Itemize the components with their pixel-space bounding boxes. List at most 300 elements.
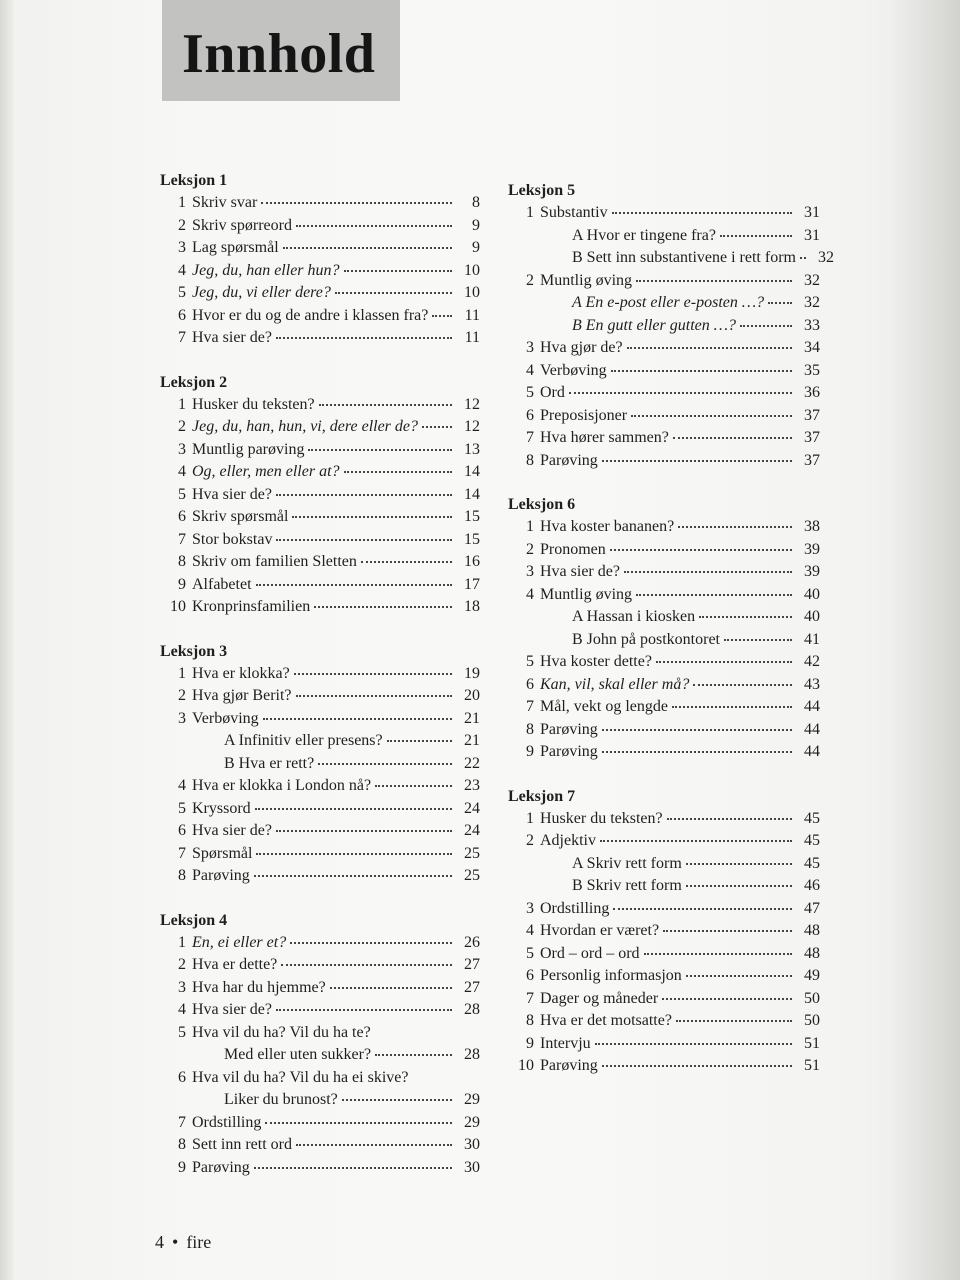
entry-page-number: 35 — [804, 361, 820, 379]
dot-leader — [387, 738, 452, 742]
entry-page-number: 25 — [464, 844, 480, 862]
entry-label: Verbøving — [540, 361, 607, 379]
toc-entry — [508, 1010, 820, 1033]
entry-page-number: 10 — [464, 284, 480, 301]
dot-leader — [292, 514, 452, 518]
entry-page-number: 25 — [464, 867, 480, 884]
entry-page-number: 21 — [464, 709, 480, 727]
entry-page-number: 24 — [464, 799, 480, 817]
dot-leader — [631, 413, 792, 417]
page-title: Innhold — [182, 23, 376, 85]
entry-number: 7 — [178, 530, 186, 548]
dot-leader — [720, 233, 792, 237]
entry-label: Lag spørsmål — [192, 239, 279, 256]
entry-label: Preposisjoner — [540, 406, 628, 424]
toc-entry — [160, 1157, 480, 1180]
toc-entry — [160, 775, 480, 798]
entry-label: En, ei eller et? — [192, 933, 287, 951]
dot-leader — [724, 637, 792, 641]
entry-label: Sett inn rett ord — [192, 1136, 292, 1153]
entry-number: 7 — [526, 429, 534, 446]
entry-label: Hva koster dette? — [540, 653, 652, 670]
entry-page-number: 44 — [804, 743, 820, 760]
entry-number: 7 — [178, 329, 186, 346]
entry-page-number: 13 — [464, 440, 480, 458]
toc-entry — [160, 529, 480, 552]
toc-entry — [508, 516, 820, 539]
toc-entry — [160, 932, 480, 955]
entry-page-number: 38 — [804, 518, 820, 535]
dot-leader — [344, 469, 452, 473]
toc-entry — [508, 853, 820, 876]
entry-label: Ord — [540, 384, 565, 401]
toc-entry — [160, 506, 480, 529]
dot-leader — [265, 1120, 452, 1124]
entry-page-number: 45 — [804, 832, 820, 849]
entry-page-number: 39 — [804, 563, 820, 580]
entry-page-number: 40 — [804, 608, 820, 625]
toc-entry — [508, 875, 820, 898]
footer-page-number: 4 — [155, 1232, 164, 1252]
dot-leader — [672, 704, 792, 708]
entry-page-number: 22 — [464, 754, 480, 772]
dot-leader — [602, 1063, 792, 1067]
dot-leader — [432, 313, 452, 317]
entry-label: Substantiv — [540, 204, 608, 221]
toc-entry — [508, 965, 820, 988]
entry-page-number: 28 — [464, 1001, 480, 1018]
dot-leader — [375, 1052, 452, 1056]
dot-leader — [613, 906, 792, 910]
entry-label: Jeg, du, han, hun, vi, dere eller de? — [192, 418, 419, 435]
toc-entry — [508, 225, 820, 248]
toc-entry — [160, 708, 480, 731]
entry-label: Hva sier de? — [192, 822, 272, 839]
entry-label: Verbøving — [192, 709, 259, 727]
toc-entry — [508, 719, 820, 742]
entry-page-number: 43 — [804, 675, 820, 693]
toc-entry — [508, 270, 820, 293]
entry-page-number: 50 — [804, 989, 820, 1007]
entry-number: 4 — [178, 1001, 186, 1018]
entry-label: Parøving — [192, 1158, 250, 1176]
entry-number: 9 — [178, 575, 186, 593]
dot-leader — [330, 985, 452, 989]
entry-number: 9 — [178, 1158, 186, 1176]
entry-page-number: 32 — [804, 271, 820, 289]
entry-label: Hva gjør Berit? — [192, 687, 292, 704]
entry-label: Parøving — [540, 743, 598, 760]
dot-leader — [678, 524, 792, 528]
entry-page-number: 37 — [804, 406, 820, 424]
entry-page-number: 44 — [804, 698, 820, 715]
entry-page-number: 15 — [464, 530, 480, 548]
dot-leader — [296, 1142, 452, 1146]
toc-section — [508, 786, 820, 1078]
entry-page-number: 26 — [464, 933, 480, 951]
entry-number: 1 — [526, 518, 534, 535]
entry-page-number: 37 — [804, 451, 820, 469]
entry-label: B En gutt eller gutten …? — [572, 316, 736, 334]
entry-page-number: 10 — [464, 261, 480, 279]
entry-label: Hva er dette? — [192, 956, 278, 973]
toc-entry — [508, 651, 820, 674]
entry-number: 5 — [178, 799, 186, 817]
entry-label: Skriv spørreord — [192, 216, 292, 234]
entry-page-number: 48 — [804, 922, 820, 939]
entry-label: B Skriv rett form — [572, 877, 682, 894]
entry-page-number: 28 — [464, 1046, 480, 1063]
toc-entry — [160, 1112, 480, 1135]
dot-leader — [800, 255, 806, 259]
dot-leader — [740, 323, 792, 327]
dot-leader — [610, 547, 792, 551]
entry-label: Og, eller, men eller at? — [192, 463, 340, 480]
entry-label: Liker du brunost? — [224, 1091, 338, 1108]
entry-page-number: 30 — [464, 1136, 480, 1153]
dot-leader — [254, 873, 452, 877]
entry-label: Jeg, du, vi eller dere? — [192, 284, 331, 301]
toc-entry — [160, 1022, 480, 1045]
entry-page-number: 31 — [804, 204, 820, 221]
entry-page-number: 29 — [464, 1091, 480, 1108]
entry-page-number: 34 — [804, 339, 820, 356]
dot-leader — [663, 928, 792, 932]
entry-number: 5 — [178, 284, 186, 301]
toc-entry — [508, 450, 820, 473]
dot-leader — [281, 962, 452, 966]
entry-page-number: 11 — [464, 306, 480, 324]
toc-entry — [508, 292, 820, 315]
toc-entry — [508, 606, 820, 629]
toc-entry — [508, 202, 820, 225]
entry-number: 6 — [178, 306, 186, 324]
toc-entry — [160, 215, 480, 238]
lesson-heading: Leksjon 7 — [508, 787, 576, 805]
toc-section — [160, 910, 480, 1180]
entry-number: 2 — [178, 956, 186, 973]
dot-leader — [602, 749, 792, 753]
dot-leader — [611, 368, 792, 372]
entry-page-number: 18 — [464, 598, 480, 615]
toc-entry — [508, 360, 820, 383]
toc-section — [160, 641, 480, 888]
lesson-heading: Leksjon 5 — [508, 182, 576, 199]
entry-label: Husker du teksten? — [540, 809, 663, 827]
entry-number: 6 — [526, 967, 534, 984]
toc-section — [160, 372, 480, 619]
entry-number: 3 — [526, 563, 534, 580]
entry-label: A Skriv rett form — [572, 854, 682, 872]
entry-number: 8 — [178, 1136, 186, 1153]
entry-label: Hva vil du ha? Vil du ha ei skive? — [192, 1068, 409, 1086]
entry-label: Personlig informasjon — [540, 967, 682, 984]
entry-page-number: 9 — [472, 239, 480, 256]
entry-page-number: 12 — [464, 395, 480, 413]
toc-section — [508, 180, 834, 472]
entry-number: 6 — [178, 508, 186, 525]
dot-leader — [261, 200, 452, 204]
entry-page-number: 51 — [804, 1057, 820, 1074]
dot-leader — [256, 851, 452, 855]
entry-number: 2 — [526, 271, 534, 289]
dot-leader — [662, 996, 792, 1000]
entry-label: Ordstilling — [192, 1113, 262, 1131]
dot-leader — [296, 693, 452, 697]
toc-entry — [160, 237, 480, 260]
entry-page-number: 32 — [804, 294, 820, 311]
entry-label: Hva sier de? — [540, 563, 620, 580]
entry-label: Dager og måneder — [540, 989, 659, 1007]
lesson-heading: Leksjon 6 — [508, 496, 576, 513]
toc-entry — [508, 584, 820, 607]
lesson-heading: Leksjon 2 — [160, 373, 228, 391]
toc-entry — [160, 663, 480, 686]
toc-entry — [508, 629, 820, 652]
entry-number: 8 — [526, 720, 534, 738]
entry-label: Kan, vil, skal eller må? — [540, 675, 690, 693]
toc-entry — [160, 685, 480, 708]
entry-page-number: 36 — [804, 384, 820, 401]
entry-number: 4 — [526, 922, 534, 939]
toc-entry — [160, 192, 480, 215]
dot-leader — [314, 604, 452, 608]
entry-number: 9 — [526, 743, 534, 760]
toc-entry — [508, 337, 820, 360]
toc-entry — [508, 315, 820, 338]
entry-number: 2 — [526, 832, 534, 849]
entry-label: A Infinitiv eller presens? — [224, 732, 383, 749]
entry-number: 4 — [178, 777, 186, 794]
entry-page-number: 31 — [804, 226, 820, 244]
entry-number: 1 — [178, 664, 186, 682]
entry-label: Hva vil du ha? Vil du ha te? — [192, 1023, 371, 1041]
footer-bullet: • — [172, 1232, 179, 1252]
toc-entry — [160, 484, 480, 507]
dot-leader — [276, 492, 452, 496]
entry-page-number: 44 — [804, 720, 820, 738]
toc-entry — [508, 382, 820, 405]
toc-entry — [508, 1033, 820, 1056]
entry-label: Stor bokstav — [192, 530, 273, 548]
entry-number: 7 — [526, 698, 534, 715]
entry-label: Ordstilling — [540, 899, 610, 917]
dot-leader — [276, 335, 452, 339]
toc-entry — [160, 820, 480, 843]
entry-label: Hva har du hjemme? — [192, 978, 326, 996]
entry-number: 8 — [526, 1012, 534, 1029]
entry-label: Mål, vekt og lengde — [540, 698, 668, 715]
dot-leader — [276, 828, 452, 832]
entry-label: Muntlig parøving — [192, 440, 305, 458]
entry-page-number: 45 — [804, 854, 820, 872]
entry-number: 7 — [526, 989, 534, 1007]
dot-leader — [636, 592, 792, 596]
dot-leader — [569, 390, 792, 394]
entry-page-number: 17 — [464, 575, 480, 593]
toc-section — [160, 170, 480, 350]
dot-leader — [656, 659, 792, 663]
entry-label: A En e-post eller e-posten …? — [572, 294, 765, 311]
toc-entry — [160, 461, 480, 484]
toc-entry — [508, 539, 820, 562]
lesson-heading: Leksjon 3 — [160, 642, 228, 660]
toc-entry — [160, 1089, 480, 1112]
dot-leader — [375, 783, 452, 787]
entry-page-number: 47 — [804, 899, 820, 917]
entry-label: Ord – ord – ord — [540, 944, 640, 962]
entry-number: 3 — [526, 899, 534, 917]
dot-leader — [627, 345, 792, 349]
toc-entry — [160, 1134, 480, 1157]
entry-page-number: 32 — [817, 249, 834, 266]
toc-entry — [160, 753, 480, 776]
toc-entry — [508, 898, 820, 921]
entry-number: 3 — [526, 339, 534, 356]
entry-label: Hva sier de? — [192, 485, 272, 503]
toc-entry — [160, 843, 480, 866]
entry-page-number: 14 — [464, 463, 480, 480]
entry-number: 4 — [178, 463, 186, 480]
entry-label: Kronprinsfamilien — [192, 598, 311, 615]
dot-leader — [290, 940, 452, 944]
entry-label: Adjektiv — [540, 832, 596, 849]
entry-label: Muntlig øving — [540, 271, 633, 289]
entry-number: 1 — [178, 933, 186, 951]
dot-leader — [256, 582, 452, 586]
entry-label: Hvordan er været? — [540, 922, 660, 939]
entry-number: 4 — [526, 585, 534, 603]
toc-entry — [160, 596, 480, 619]
dot-leader — [676, 1018, 792, 1022]
entry-label: Jeg, du, han eller hun? — [192, 261, 340, 279]
dot-leader — [296, 223, 452, 227]
entry-label: A Hassan i kiosken — [572, 608, 696, 625]
entry-page-number: 21 — [464, 732, 480, 749]
entry-page-number: 42 — [804, 653, 820, 670]
entry-label: Muntlig øving — [540, 585, 633, 603]
dot-leader — [602, 727, 792, 731]
dot-leader — [319, 402, 452, 406]
entry-number: 1 — [178, 194, 186, 211]
entry-label: Hva er det motsatte? — [540, 1012, 672, 1029]
toc-entry — [160, 574, 480, 597]
entry-page-number: 37 — [804, 429, 820, 446]
entry-label: Hva gjør de? — [540, 339, 623, 356]
page-footer — [155, 1232, 211, 1253]
entry-label: B Sett inn substantivene i rett form — [572, 249, 796, 266]
entry-number: 6 — [178, 1068, 186, 1086]
entry-page-number: 45 — [804, 809, 820, 827]
toc-entry — [160, 260, 480, 283]
entry-number: 1 — [178, 395, 186, 413]
lesson-heading: Leksjon 4 — [160, 911, 228, 929]
dot-leader — [263, 716, 452, 720]
toc-entry — [508, 696, 820, 719]
footer-page-word: fire — [186, 1232, 212, 1252]
entry-label: Parøving — [540, 1057, 598, 1074]
toc-entry — [508, 808, 820, 831]
entry-label: Hva hører sammen? — [540, 429, 669, 446]
entry-number: 1 — [526, 809, 534, 827]
entry-number: 5 — [526, 944, 534, 962]
dot-leader — [335, 290, 452, 294]
entry-number: 8 — [178, 867, 186, 884]
entry-page-number: 11 — [464, 329, 480, 346]
entry-page-number: 29 — [464, 1113, 480, 1131]
entry-number: 5 — [178, 1023, 186, 1041]
entry-number: 5 — [178, 485, 186, 503]
entry-label: Skriv svar — [192, 194, 258, 211]
dot-leader — [276, 1007, 452, 1011]
entry-label: Hvor er du og de andre i klassen fra? — [192, 306, 429, 324]
dot-leader — [342, 1097, 452, 1101]
entry-label: Alfabetet — [192, 575, 252, 593]
entry-page-number: 27 — [464, 956, 480, 973]
entry-page-number: 24 — [464, 822, 480, 839]
dot-leader — [667, 816, 792, 820]
page-edge — [0, 0, 14, 1280]
entry-number: 10 — [170, 598, 186, 615]
entry-page-number: 40 — [804, 585, 820, 603]
entry-page-number: 15 — [464, 508, 480, 525]
entry-number: 2 — [178, 418, 186, 435]
dot-leader — [699, 614, 792, 618]
dot-leader — [283, 245, 452, 249]
dot-leader — [361, 559, 452, 563]
toc-entry — [160, 416, 480, 439]
entry-label: B John på postkontoret — [572, 630, 720, 648]
entry-number: 8 — [526, 451, 534, 469]
entry-page-number: 16 — [464, 553, 480, 570]
dot-leader — [686, 973, 792, 977]
page-shadow — [890, 0, 960, 1280]
entry-number: 6 — [526, 675, 534, 693]
entry-label: Parøving — [192, 867, 250, 884]
toc-entry — [508, 741, 820, 764]
entry-page-number: 27 — [464, 978, 480, 996]
dot-leader — [254, 1165, 452, 1169]
entry-label: Husker du teksten? — [192, 395, 315, 413]
toc-entry — [160, 865, 480, 888]
dot-leader — [294, 671, 452, 675]
toc-entry — [160, 977, 480, 1000]
toc-right-column — [508, 180, 834, 1100]
entry-number: 3 — [178, 440, 186, 458]
entry-page-number: 19 — [464, 664, 480, 682]
dot-leader — [602, 458, 792, 462]
entry-number: 7 — [178, 844, 186, 862]
dot-leader — [686, 861, 792, 865]
dot-leader — [636, 278, 792, 282]
entry-number: 10 — [518, 1057, 534, 1074]
entry-number: 1 — [526, 204, 534, 221]
entry-number: 3 — [178, 978, 186, 996]
dot-leader — [644, 951, 792, 955]
entry-page-number: 50 — [804, 1012, 820, 1029]
entry-label: Skriv spørsmål — [192, 508, 289, 525]
toc-entry — [160, 305, 480, 328]
toc-entry — [508, 830, 820, 853]
toc-entry — [508, 427, 820, 450]
entry-label: Intervju — [540, 1034, 591, 1052]
dot-leader — [595, 1041, 792, 1045]
entry-label: Hva sier de? — [192, 329, 272, 346]
entry-number: 8 — [178, 553, 186, 570]
entry-label: Med eller uten sukker? — [224, 1046, 372, 1063]
entry-label: Parøving — [540, 720, 598, 738]
entry-page-number: 48 — [804, 944, 820, 962]
